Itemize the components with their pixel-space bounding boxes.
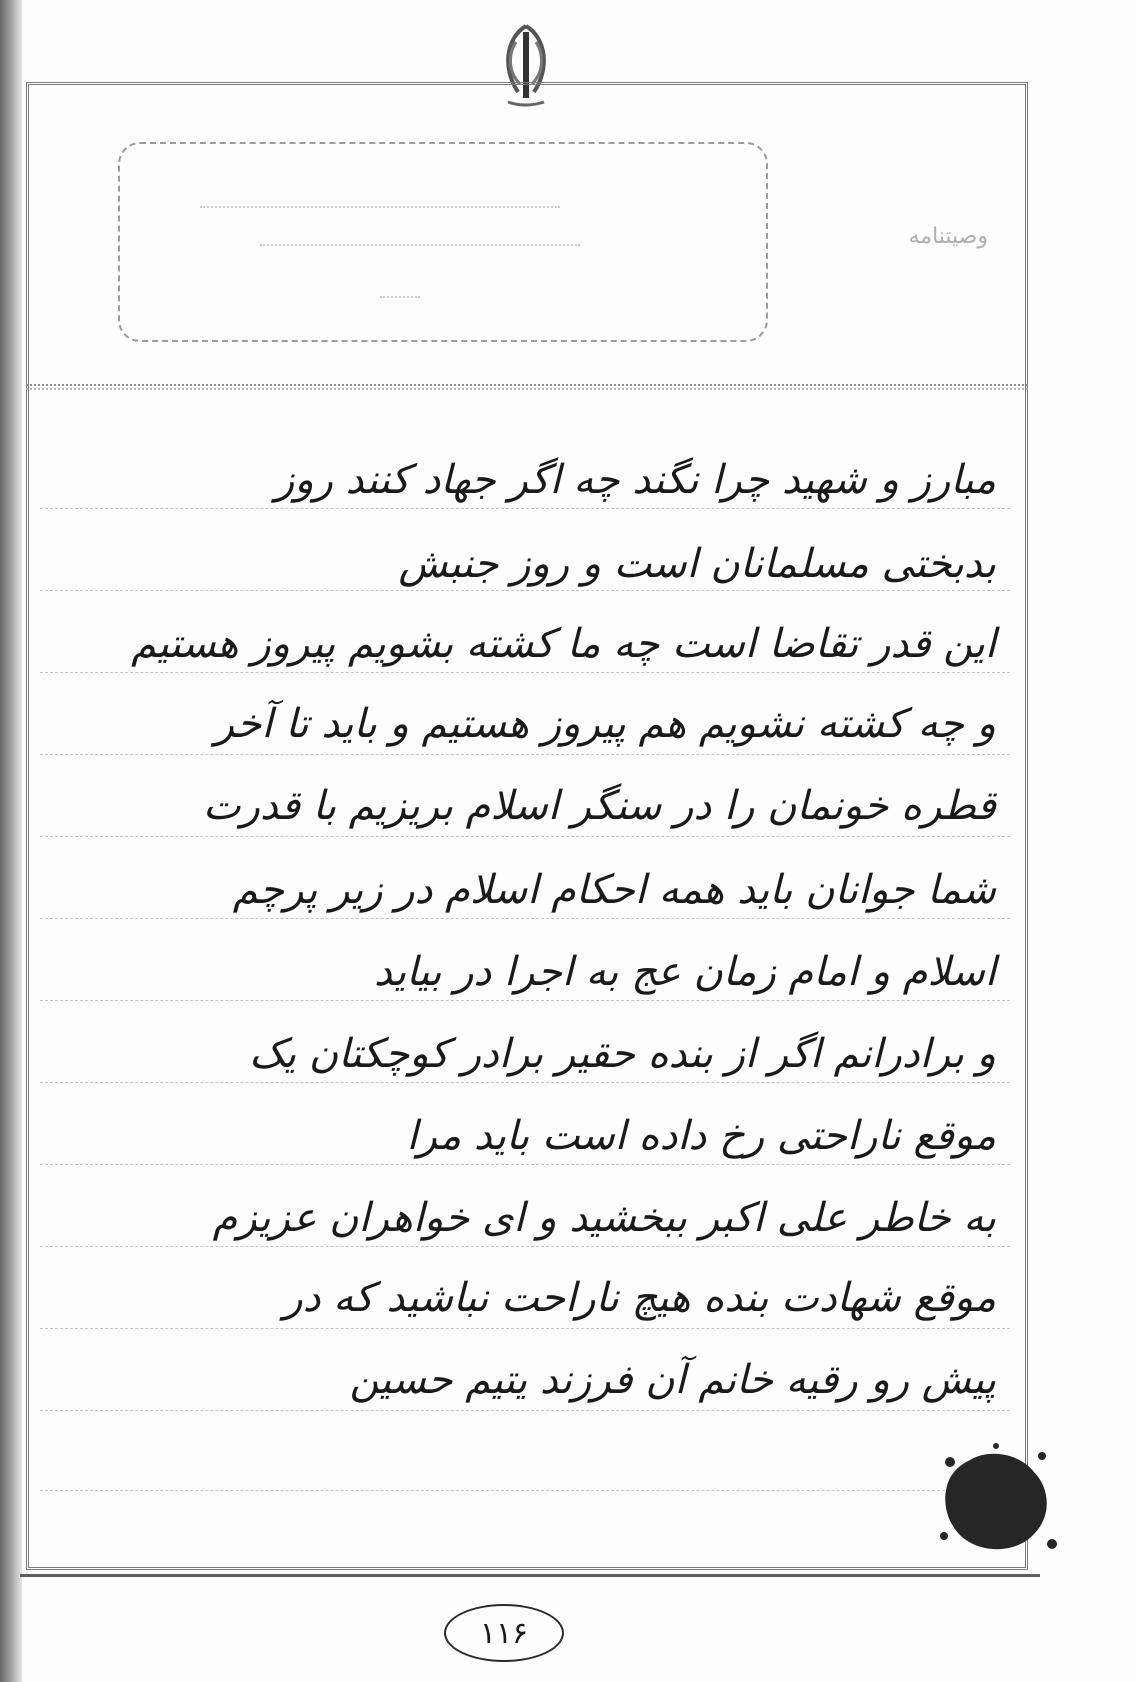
handwritten-line-7: اسلام و امام زمان عج به اجرا در بیاید [373,949,996,995]
handwritten-line-11: موقع شهادت بنده هیچ ناراحت نباشید که در [283,1275,996,1321]
ruled-line [40,672,1010,673]
handwritten-line-12: پیش رو رقیه خانم آن فرزند یتیم حسین [349,1357,996,1403]
handwritten-line-2: بدبختی مسلمانان است و روز جنبش [398,541,996,587]
page-number: ۱۱۶ [444,1604,564,1662]
handwritten-line-9: موقع ناراحتی رخ داده است باید مرا [406,1113,996,1159]
header-label: وصیتنامه [908,224,988,249]
ruled-line [40,1246,1010,1247]
ruled-line [40,590,1010,591]
header-box [118,142,768,342]
ruled-line [40,754,1010,755]
ruled-line [40,508,1010,509]
header-faint-line [380,296,420,298]
ruled-line [40,1328,1010,1329]
handwritten-line-3: این قدر تقاضا است چه ما کشته بشویم پیروز هستیم [131,621,996,667]
handwritten-line-10: به خاطر علی اکبر ببخشید و ای خواهران عزیزم [212,1195,996,1241]
ruled-line [40,1490,1010,1491]
header-faint-line [200,206,560,208]
handwritten-line-5: قطره خونمان را در سنگر اسلام بریزیم با قدرت [202,783,996,829]
ruled-line [40,836,1010,837]
ruled-line [40,1410,1010,1411]
header-divider [26,384,1028,390]
handwritten-line-1: مبارز و شهید چرا نگند چه اگر جهاد کنند روز [275,457,996,503]
ruled-line [40,918,1010,919]
scan-edge-shadow [0,0,22,1682]
bottom-rule [20,1574,1040,1577]
ruled-line [40,1082,1010,1083]
handwritten-line-6: شما جوانان باید همه احکام اسلام در زیر پرچم [232,867,996,913]
handwritten-line-8: و برادرانم اگر از بنده حقیر برادر کوچکتان یک [249,1031,996,1077]
ruled-line [40,1000,1010,1001]
ink-blot-icon [930,1440,1060,1560]
header-faint-line [260,244,580,246]
handwritten-line-4: و چه کشته نشویم هم پیروز هستیم و باید تا آخر [214,701,996,747]
ruled-line [40,1164,1010,1165]
